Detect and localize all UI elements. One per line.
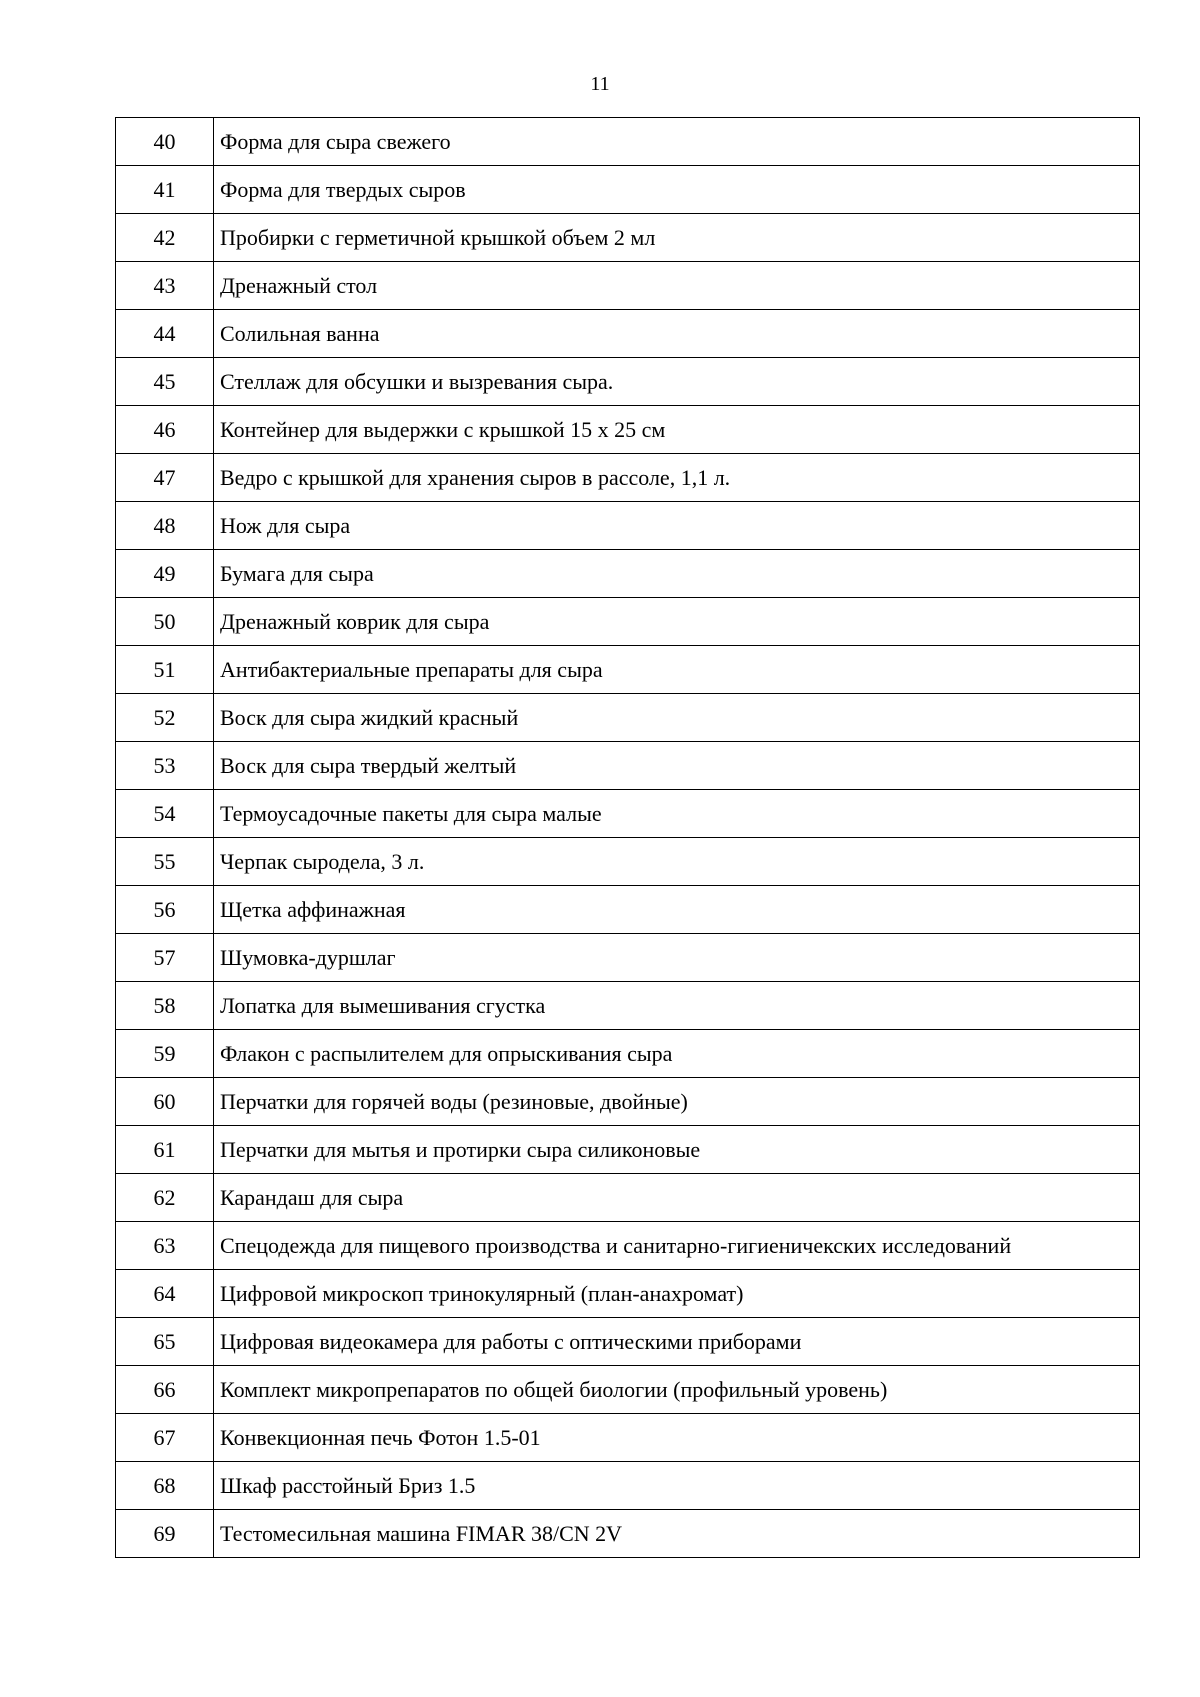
row-number-cell: 63	[116, 1222, 214, 1270]
item-name-cell: Цифровая видеокамера для работы с оптическими приборами	[214, 1318, 1140, 1366]
row-number-cell: 59	[116, 1030, 214, 1078]
item-name-cell: Щетка аффинажная	[214, 886, 1140, 934]
item-name-cell: Тестомесильная машина FIMAR 38/CN 2V	[214, 1510, 1140, 1558]
row-number-cell: 40	[116, 118, 214, 166]
row-number-cell: 56	[116, 886, 214, 934]
table-row	[116, 1030, 1140, 1078]
item-name-cell: Солильная ванна	[214, 310, 1140, 358]
row-number-cell: 43	[116, 262, 214, 310]
row-number-cell: 41	[116, 166, 214, 214]
item-name-cell: Лопатка для вымешивания сгустка	[214, 982, 1140, 1030]
table-row	[116, 310, 1140, 358]
table-row	[116, 646, 1140, 694]
item-name-cell: Воск для сыра жидкий красный	[214, 694, 1140, 742]
item-name-cell: Черпак сыродела, 3 л.	[214, 838, 1140, 886]
item-name-cell: Форма для сыра свежего	[214, 118, 1140, 166]
row-number-cell: 68	[116, 1462, 214, 1510]
table-row	[116, 262, 1140, 310]
item-name-cell: Шкаф расстойный Бриз 1.5	[214, 1462, 1140, 1510]
row-number-cell: 53	[116, 742, 214, 790]
item-name-cell: Дренажный стол	[214, 262, 1140, 310]
table-row	[116, 1270, 1140, 1318]
table-row	[116, 1414, 1140, 1462]
row-number-cell: 46	[116, 406, 214, 454]
table-row	[116, 1174, 1140, 1222]
row-number-cell: 61	[116, 1126, 214, 1174]
item-name-cell: Воск для сыра твердый желтый	[214, 742, 1140, 790]
item-name-cell: Комплект микропрепаратов по общей биологии (профильный уровень)	[214, 1366, 1140, 1414]
row-number-cell: 47	[116, 454, 214, 502]
equipment-table-body	[116, 118, 1140, 1558]
table-row	[116, 790, 1140, 838]
table-row	[116, 742, 1140, 790]
table-row	[116, 1078, 1140, 1126]
row-number-cell: 66	[116, 1366, 214, 1414]
item-name-cell: Термоусадочные пакеты для сыра малые	[214, 790, 1140, 838]
row-number-cell: 49	[116, 550, 214, 598]
item-name-cell: Спецодежда для пищевого производства и санитарно-гигиеничекских исследований	[214, 1222, 1140, 1270]
item-name-cell: Флакон с распылителем для опрыскивания сыра	[214, 1030, 1140, 1078]
row-number-cell: 54	[116, 790, 214, 838]
row-number-cell: 42	[116, 214, 214, 262]
table-row	[116, 886, 1140, 934]
row-number-cell: 45	[116, 358, 214, 406]
table-row	[116, 1222, 1140, 1270]
table-row	[116, 550, 1140, 598]
row-number-cell: 44	[116, 310, 214, 358]
table-row	[116, 502, 1140, 550]
table-row	[116, 694, 1140, 742]
item-name-cell: Карандаш для сыра	[214, 1174, 1140, 1222]
item-name-cell: Стеллаж для обсушки и вызревания сыра.	[214, 358, 1140, 406]
table-row	[116, 982, 1140, 1030]
table-row	[116, 358, 1140, 406]
row-number-cell: 67	[116, 1414, 214, 1462]
item-name-cell: Цифровой микроскоп тринокулярный (план-анахромат)	[214, 1270, 1140, 1318]
table-row	[116, 1126, 1140, 1174]
row-number-cell: 62	[116, 1174, 214, 1222]
item-name-cell: Форма для твердых сыров	[214, 166, 1140, 214]
item-name-cell: Конвекционная печь Фотон 1.5-01	[214, 1414, 1140, 1462]
row-number-cell: 65	[116, 1318, 214, 1366]
row-number-cell: 69	[116, 1510, 214, 1558]
table-row	[116, 118, 1140, 166]
row-number-cell: 51	[116, 646, 214, 694]
table-row	[116, 454, 1140, 502]
table-row	[116, 406, 1140, 454]
table-row	[116, 1366, 1140, 1414]
item-name-cell: Ведро с крышкой для хранения сыров в рассоле, 1,1 л.	[214, 454, 1140, 502]
item-name-cell: Перчатки для горячей воды (резиновые, двойные)	[214, 1078, 1140, 1126]
row-number-cell: 52	[116, 694, 214, 742]
item-name-cell: Пробирки с герметичной крышкой объем 2 мл	[214, 214, 1140, 262]
item-name-cell: Антибактериальные препараты для сыра	[214, 646, 1140, 694]
item-name-cell: Шумовка-дуршлаг	[214, 934, 1140, 982]
row-number-cell: 48	[116, 502, 214, 550]
equipment-table	[115, 117, 1140, 1558]
table-row	[116, 838, 1140, 886]
item-name-cell: Нож для сыра	[214, 502, 1140, 550]
item-name-cell: Бумага для сыра	[214, 550, 1140, 598]
table-row	[116, 1318, 1140, 1366]
row-number-cell: 57	[116, 934, 214, 982]
row-number-cell: 50	[116, 598, 214, 646]
row-number-cell: 58	[116, 982, 214, 1030]
item-name-cell: Контейнер для выдержки с крышкой 15 х 25 см	[214, 406, 1140, 454]
table-row	[116, 1462, 1140, 1510]
page-number: 11	[590, 73, 610, 95]
table-row	[116, 214, 1140, 262]
table-row	[116, 166, 1140, 214]
row-number-cell: 64	[116, 1270, 214, 1318]
table-row	[116, 934, 1140, 982]
item-name-cell: Дренажный коврик для сыра	[214, 598, 1140, 646]
table-row	[116, 1510, 1140, 1558]
table-row	[116, 598, 1140, 646]
item-name-cell: Перчатки для мытья и протирки сыра силиконовые	[214, 1126, 1140, 1174]
row-number-cell: 60	[116, 1078, 214, 1126]
row-number-cell: 55	[116, 838, 214, 886]
